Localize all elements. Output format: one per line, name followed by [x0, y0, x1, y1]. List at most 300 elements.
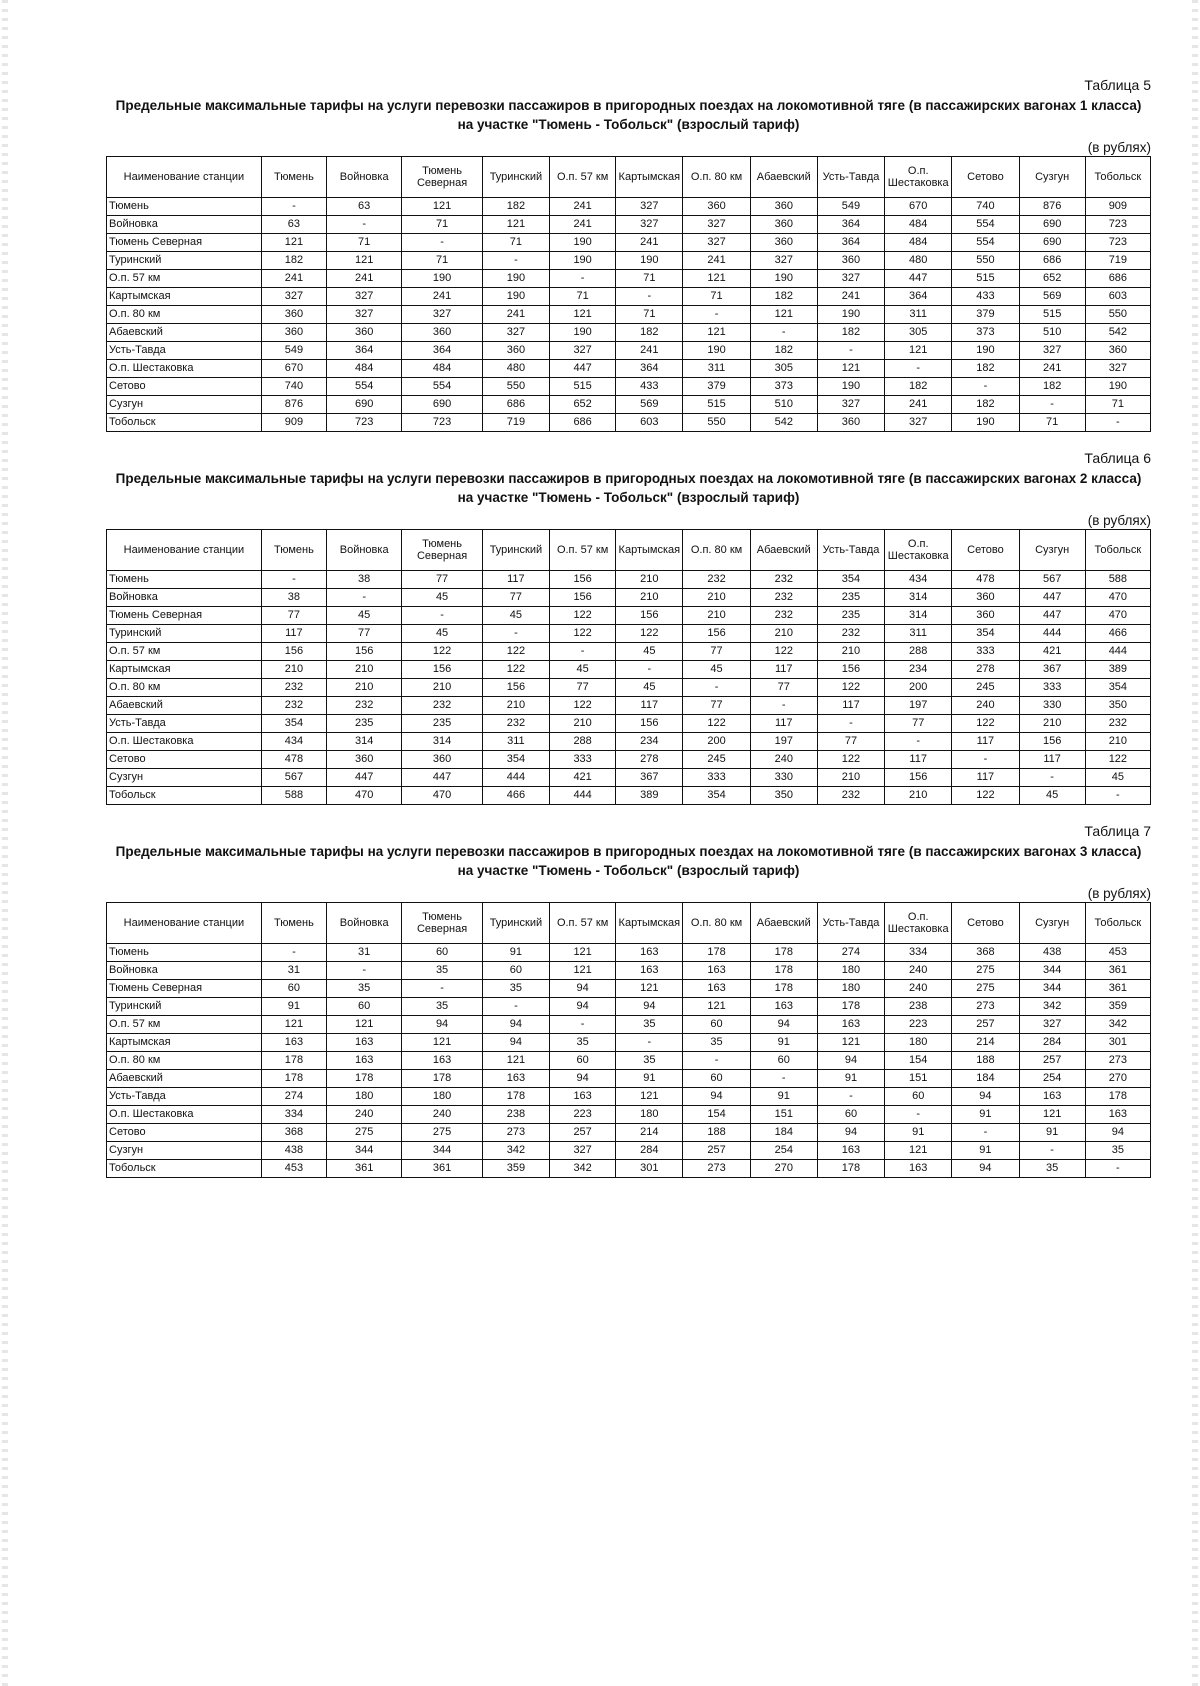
tariff-cell: 354: [1085, 679, 1150, 697]
tariff-cell: 94: [817, 1052, 884, 1070]
tariff-cell: 163: [550, 1088, 616, 1106]
tariff-cell: 163: [326, 1052, 401, 1070]
tariff-cell: 31: [326, 944, 401, 962]
tariff-cell: -: [817, 715, 884, 733]
tariff-cell: 354: [482, 751, 549, 769]
tariff-cell: 470: [326, 787, 401, 805]
tariff-cell: 257: [1019, 1052, 1085, 1070]
tariff-cell: 210: [817, 643, 884, 661]
tariff-cell: -: [482, 252, 549, 270]
tariff-cell: 240: [952, 697, 1019, 715]
tariff-cell: 354: [952, 625, 1019, 643]
tariff-cell: 480: [482, 360, 549, 378]
tariff-cell: 344: [1019, 962, 1085, 980]
tariff-cell: 117: [952, 769, 1019, 787]
tariff-cell: 447: [1019, 589, 1085, 607]
column-header: Усть-Тавда: [817, 530, 884, 571]
tariff-cell: 327: [1085, 360, 1150, 378]
tariff-cell: 241: [482, 306, 549, 324]
tariff-cell: 117: [482, 571, 549, 589]
table-row: [107, 252, 1151, 270]
tariff-cell: 91: [952, 1142, 1019, 1160]
column-header: О.п. Шестаковка: [885, 530, 952, 571]
tariff-cell: 360: [402, 751, 482, 769]
tariff-cell: 334: [261, 1106, 326, 1124]
tariff-cell: 334: [885, 944, 952, 962]
tariff-cell: 60: [482, 962, 549, 980]
table-row: [107, 715, 1151, 733]
column-header: Туринский: [482, 157, 549, 198]
station-name-cell: Сузгун: [107, 396, 262, 414]
table-row: [107, 1142, 1151, 1160]
tariff-cell: 360: [817, 414, 884, 432]
tariff-cell: 453: [261, 1160, 326, 1178]
tariff-cell: 389: [1085, 661, 1150, 679]
tariff-cell: 550: [482, 378, 549, 396]
tariff-cell: 257: [952, 1016, 1019, 1034]
tariff-cell: -: [750, 697, 817, 715]
tariff-cell: 77: [683, 697, 750, 715]
tariff-cell: 327: [885, 414, 952, 432]
tariff-cell: 60: [683, 1016, 750, 1034]
tariff-cell: 478: [261, 751, 326, 769]
column-header: Сетово: [952, 903, 1019, 944]
tariff-cell: 360: [683, 198, 750, 216]
tariff-cell: 117: [750, 661, 817, 679]
tariff-cell: 163: [885, 1160, 952, 1178]
tariff-cell: 360: [750, 216, 817, 234]
tariff-cell: 151: [750, 1106, 817, 1124]
tariff-cell: -: [750, 324, 817, 342]
tariff-cell: 273: [1085, 1052, 1150, 1070]
tariff-cell: 232: [402, 697, 482, 715]
column-header: Сузгун: [1019, 903, 1085, 944]
tariff-cell: 94: [482, 1034, 549, 1052]
tariff-cell: 180: [817, 962, 884, 980]
tariff-cell: 232: [261, 697, 326, 715]
tariff-cell: 342: [1085, 1016, 1150, 1034]
tariff-cell: 238: [885, 998, 952, 1016]
tariff-cell: 182: [817, 324, 884, 342]
column-header: Картымская: [616, 530, 683, 571]
tariff-cell: 122: [683, 715, 750, 733]
tariff-cell: 210: [750, 625, 817, 643]
tariff-cell: 354: [683, 787, 750, 805]
table-row: [107, 625, 1151, 643]
tariff-cell: 122: [750, 643, 817, 661]
tariff-cell: 232: [1085, 715, 1150, 733]
tariff-cell: 117: [952, 733, 1019, 751]
tariff-cell: 197: [750, 733, 817, 751]
tariff-cell: 240: [885, 962, 952, 980]
tariff-cell: 670: [885, 198, 952, 216]
tariff-cell: 210: [683, 607, 750, 625]
tariff-cell: 121: [402, 198, 482, 216]
station-name-cell: О.п. Шестаковка: [107, 733, 262, 751]
tariff-cell: 360: [326, 324, 401, 342]
tariff-cell: 122: [952, 715, 1019, 733]
column-header: Тюмень: [261, 530, 326, 571]
tariff-cell: -: [550, 1016, 616, 1034]
tariff-cell: 235: [817, 589, 884, 607]
tariff-cell: 122: [550, 607, 616, 625]
tariff-cell: 327: [326, 306, 401, 324]
table-row: [107, 414, 1151, 432]
tariff-cell: 60: [402, 944, 482, 962]
tariff-cell: 190: [817, 306, 884, 324]
tariff-cell: 379: [683, 378, 750, 396]
tariff-cell: 554: [402, 378, 482, 396]
station-name-cell: Абаевский: [107, 1070, 262, 1088]
tariff-cell: 549: [817, 198, 884, 216]
tariff-cell: 549: [261, 342, 326, 360]
table-row: [107, 234, 1151, 252]
column-header: Сузгун: [1019, 530, 1085, 571]
tariff-cell: 178: [326, 1070, 401, 1088]
tariff-cell: 438: [261, 1142, 326, 1160]
tariff-cell: 232: [261, 679, 326, 697]
tariff-cell: -: [817, 342, 884, 360]
tariff-cell: 361: [1085, 980, 1150, 998]
table-row: [107, 378, 1151, 396]
column-header: О.п. 80 км: [683, 530, 750, 571]
tariff-cell: 163: [402, 1052, 482, 1070]
tariff-cell: 327: [482, 324, 549, 342]
tariff-cell: 35: [482, 980, 549, 998]
column-header: О.п. 57 км: [550, 903, 616, 944]
tariff-cell: -: [550, 270, 616, 288]
tariff-cell: 254: [750, 1142, 817, 1160]
tariff-cell: 71: [616, 270, 683, 288]
tariff-cell: 723: [326, 414, 401, 432]
tariff-cell: 470: [1085, 589, 1150, 607]
tariff-cell: 94: [952, 1160, 1019, 1178]
tariff-cell: 91: [817, 1070, 884, 1088]
tariff-cell: 94: [952, 1088, 1019, 1106]
tariff-cell: 719: [482, 414, 549, 432]
tariff-cell: 368: [261, 1124, 326, 1142]
tariff-cell: 121: [550, 962, 616, 980]
tariff-cell: 35: [1019, 1160, 1085, 1178]
tariff-cell: 91: [952, 1106, 1019, 1124]
tariff-cell: 163: [750, 998, 817, 1016]
tariff-cell: 360: [952, 589, 1019, 607]
tariff-cell: 333: [550, 751, 616, 769]
table-title: Предельные максимальные тарифы на услуги перевозки пассажиров в пригородных поездах на локомотивной тяге (в пассажирских вагонах 2 класса) на участке "Тюмень - Тобольск" (взрослый тариф): [115, 471, 1142, 505]
tariff-cell: 163: [261, 1034, 326, 1052]
tariff-cell: 444: [1019, 625, 1085, 643]
table-row: [107, 1160, 1151, 1178]
tariff-cell: 327: [1019, 1016, 1085, 1034]
tariff-cell: 163: [1019, 1088, 1085, 1106]
column-header: О.п. Шестаковка: [885, 157, 952, 198]
tariff-cell: 690: [402, 396, 482, 414]
tariff-cell: 588: [1085, 571, 1150, 589]
tariff-cell: 182: [261, 252, 326, 270]
table-row: [107, 679, 1151, 697]
station-name-cell: Тюмень: [107, 944, 262, 962]
tariff-cell: 686: [550, 414, 616, 432]
table-row: [107, 288, 1151, 306]
table-row: [107, 697, 1151, 715]
tariff-cell: -: [885, 1106, 952, 1124]
station-name-cell: Тюмень Северная: [107, 980, 262, 998]
tariff-cell: 311: [885, 625, 952, 643]
tariff-cell: 214: [952, 1034, 1019, 1052]
table-row: [107, 306, 1151, 324]
tariff-cell: 484: [402, 360, 482, 378]
table-number: Таблица 6: [1084, 450, 1151, 466]
tariff-cell: -: [1019, 396, 1085, 414]
tariff-cell: 723: [1085, 216, 1150, 234]
tariff-cell: -: [952, 751, 1019, 769]
tariff-cell: 232: [683, 571, 750, 589]
tariff-cell: 273: [683, 1160, 750, 1178]
tariff-cell: 60: [261, 980, 326, 998]
tariff-cell: 210: [1019, 715, 1085, 733]
tariff-cell: 210: [326, 661, 401, 679]
tariff-cell: 156: [482, 679, 549, 697]
tariff-cell: 180: [885, 1034, 952, 1052]
tariff-cell: 178: [261, 1052, 326, 1070]
tariff-table: [106, 156, 1151, 432]
table-row: [107, 944, 1151, 962]
station-name-cell: Сетово: [107, 1124, 262, 1142]
column-header: Абаевский: [750, 530, 817, 571]
tariff-cell: 163: [683, 962, 750, 980]
tariff-cell: 274: [817, 944, 884, 962]
station-name-cell: Картымская: [107, 661, 262, 679]
tariff-cell: 550: [1085, 306, 1150, 324]
tariff-table: [106, 529, 1151, 805]
tariff-cell: 515: [952, 270, 1019, 288]
tariff-cell: 241: [683, 252, 750, 270]
tariff-cell: 515: [1019, 306, 1085, 324]
tariff-cell: 190: [402, 270, 482, 288]
station-name-cell: О.п. 57 км: [107, 1016, 262, 1034]
column-header: О.п. 57 км: [550, 530, 616, 571]
tariff-cell: -: [261, 571, 326, 589]
tariff-cell: 60: [683, 1070, 750, 1088]
tariff-cell: 360: [402, 324, 482, 342]
tariff-cell: 94: [550, 980, 616, 998]
tariff-cell: 94: [550, 998, 616, 1016]
tariff-cell: 178: [482, 1088, 549, 1106]
tariff-cell: 182: [482, 198, 549, 216]
station-name-cell: Абаевский: [107, 697, 262, 715]
tariff-cell: 210: [482, 697, 549, 715]
tariff-cell: 190: [817, 378, 884, 396]
station-name-cell: О.п. Шестаковка: [107, 1106, 262, 1124]
station-name-cell: Тобольск: [107, 414, 262, 432]
station-name-cell: Усть-Тавда: [107, 342, 262, 360]
tariff-cell: 210: [616, 571, 683, 589]
tariff-cell: 122: [616, 625, 683, 643]
tariff-cell: 554: [952, 234, 1019, 252]
column-header: О.п. 80 км: [683, 903, 750, 944]
tariff-cell: 232: [482, 715, 549, 733]
column-header-station: Наименование станции: [107, 530, 262, 571]
tariff-cell: 77: [885, 715, 952, 733]
tariff-cell: 45: [1019, 787, 1085, 805]
tariff-cell: 466: [482, 787, 549, 805]
tariff-cell: 60: [550, 1052, 616, 1070]
tariff-cell: 275: [402, 1124, 482, 1142]
tariff-cell: 360: [326, 751, 401, 769]
tariff-cell: 241: [817, 288, 884, 306]
table-row: [107, 1052, 1151, 1070]
scan-edge-left: [2, 0, 8, 1686]
tariff-cell: 360: [1085, 342, 1150, 360]
tariff-cell: 117: [1019, 751, 1085, 769]
column-header: Тобольск: [1085, 903, 1150, 944]
tariff-cell: 652: [550, 396, 616, 414]
tariff-cell: 438: [1019, 944, 1085, 962]
tariff-cell: 740: [952, 198, 1019, 216]
tariff-cell: 94: [1085, 1124, 1150, 1142]
tariff-cell: 71: [326, 234, 401, 252]
tariff-cell: 156: [1019, 733, 1085, 751]
tariff-cell: 71: [1085, 396, 1150, 414]
tariff-cell: 77: [817, 733, 884, 751]
tariff-cell: 35: [1085, 1142, 1150, 1160]
tariff-cell: 180: [326, 1088, 401, 1106]
table-row: [107, 342, 1151, 360]
tariff-cell: 156: [402, 661, 482, 679]
tariff-cell: 327: [750, 252, 817, 270]
column-header: Сетово: [952, 530, 1019, 571]
tariff-cell: 184: [952, 1070, 1019, 1088]
tariff-cell: 484: [326, 360, 401, 378]
tariff-cell: 91: [261, 998, 326, 1016]
table-row: [107, 1106, 1151, 1124]
tariff-cell: 447: [885, 270, 952, 288]
tariff-cell: 154: [885, 1052, 952, 1070]
station-name-cell: Войновка: [107, 589, 262, 607]
tariff-cell: 360: [261, 324, 326, 342]
tariff-cell: 180: [817, 980, 884, 998]
tariff-cell: 360: [482, 342, 549, 360]
tariff-cell: 364: [402, 342, 482, 360]
tariff-cell: 190: [952, 414, 1019, 432]
tariff-cell: 364: [616, 360, 683, 378]
tariff-cell: 184: [750, 1124, 817, 1142]
tariff-cell: 389: [616, 787, 683, 805]
tariff-cell: 178: [750, 962, 817, 980]
tariff-cell: 433: [952, 288, 1019, 306]
tariff-cell: 121: [683, 270, 750, 288]
tariff-cell: -: [261, 198, 326, 216]
tariff-cell: 344: [326, 1142, 401, 1160]
tariff-cell: 333: [952, 643, 1019, 661]
tariff-cell: 327: [402, 306, 482, 324]
station-name-cell: Тюмень Северная: [107, 234, 262, 252]
tariff-cell: 254: [1019, 1070, 1085, 1088]
tariff-cell: 301: [1085, 1034, 1150, 1052]
tariff-cell: 122: [550, 697, 616, 715]
tariff-cell: -: [885, 733, 952, 751]
tariff-cell: 447: [550, 360, 616, 378]
tariff-cell: 121: [326, 252, 401, 270]
tariff-cell: 379: [952, 306, 1019, 324]
tariff-cell: 163: [616, 962, 683, 980]
tariff-cell: 740: [261, 378, 326, 396]
tariff-section-5: [106, 76, 1151, 432]
table-row: [107, 962, 1151, 980]
tariff-cell: -: [750, 1070, 817, 1088]
tariff-cell: 480: [885, 252, 952, 270]
column-header: Тюмень Северная: [402, 903, 482, 944]
tariff-cell: 373: [952, 324, 1019, 342]
tariff-cell: 35: [616, 1052, 683, 1070]
tariff-cell: 510: [1019, 324, 1085, 342]
tariff-cell: 241: [1019, 360, 1085, 378]
tariff-cell: 554: [326, 378, 401, 396]
header-row: [107, 903, 1151, 944]
table-row: [107, 733, 1151, 751]
tariff-cell: 122: [817, 679, 884, 697]
tariff-cell: 77: [482, 589, 549, 607]
station-name-cell: О.п. 80 км: [107, 679, 262, 697]
tariff-cell: 151: [885, 1070, 952, 1088]
tariff-cell: 284: [1019, 1034, 1085, 1052]
station-name-cell: Картымская: [107, 288, 262, 306]
tariff-cell: 190: [482, 288, 549, 306]
table-row: [107, 198, 1151, 216]
tariff-cell: 470: [1085, 607, 1150, 625]
tariff-cell: 210: [261, 661, 326, 679]
tariff-cell: 275: [326, 1124, 401, 1142]
tariff-cell: -: [326, 962, 401, 980]
tariff-cell: 723: [402, 414, 482, 432]
tariff-cell: 121: [750, 306, 817, 324]
tariff-cell: 190: [550, 252, 616, 270]
tariff-cell: 301: [616, 1160, 683, 1178]
tariff-section-6: [106, 449, 1151, 805]
tariff-cell: 327: [817, 396, 884, 414]
tariff-cell: 60: [817, 1106, 884, 1124]
tariff-cell: 434: [885, 571, 952, 589]
tariff-cell: 60: [750, 1052, 817, 1070]
tariff-cell: 45: [616, 643, 683, 661]
tariff-cell: 156: [616, 607, 683, 625]
tariff-cell: 210: [550, 715, 616, 733]
tariff-cell: 288: [550, 733, 616, 751]
tariff-cell: -: [952, 378, 1019, 396]
column-header: О.п. 80 км: [683, 157, 750, 198]
tariff-cell: 342: [1019, 998, 1085, 1016]
tariff-cell: 45: [550, 661, 616, 679]
tariff-cell: 121: [683, 998, 750, 1016]
tariff-cell: 94: [750, 1016, 817, 1034]
tariff-cell: 510: [750, 396, 817, 414]
tariff-cell: 550: [952, 252, 1019, 270]
tariff-cell: 210: [1085, 733, 1150, 751]
tariff-cell: 180: [616, 1106, 683, 1124]
column-header: Картымская: [616, 157, 683, 198]
table-row: [107, 1088, 1151, 1106]
tariff-cell: 240: [326, 1106, 401, 1124]
tariff-cell: 63: [326, 198, 401, 216]
tariff-cell: 245: [952, 679, 1019, 697]
tariff-cell: 45: [1085, 769, 1150, 787]
tariff-cell: 270: [750, 1160, 817, 1178]
tariff-cell: 121: [482, 1052, 549, 1070]
tariff-cell: 690: [1019, 216, 1085, 234]
column-header: Усть-Тавда: [817, 903, 884, 944]
tariff-cell: 190: [1085, 378, 1150, 396]
tariff-cell: -: [550, 643, 616, 661]
